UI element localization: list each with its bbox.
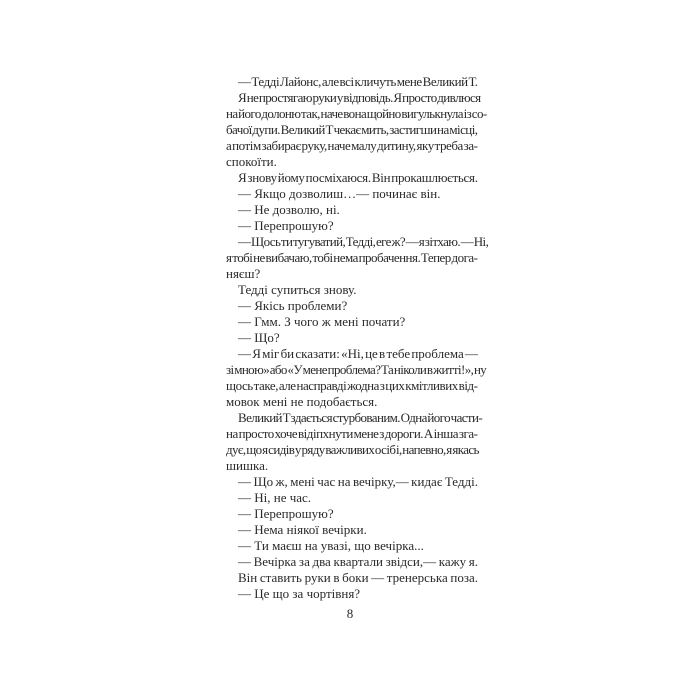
text-line: няєш? bbox=[226, 266, 261, 281]
text-line: — Якісь проблеми? bbox=[238, 298, 348, 313]
text-line: — Я міг би сказати: «Ні, це в тебе проблема — bbox=[238, 346, 478, 361]
text-line: а потім забирає руку, наче малу дитину, яку треба за- bbox=[226, 138, 478, 153]
text-line: Я знову йому посміхаюся. Він прокашлюється. bbox=[238, 170, 478, 185]
text-line: бачої дупи. Великий Т чекає мить, застигши на місці, bbox=[226, 122, 478, 137]
text-line: мовок мені не подобається. bbox=[226, 394, 378, 409]
text-line: спокоїти. bbox=[226, 154, 277, 169]
text-line: на його долоню так, наче вона щойно вигулькнула із со- bbox=[226, 106, 487, 121]
text-line: — Це що за чортівня? bbox=[238, 586, 361, 601]
text-line: — Не дозволю, ні. bbox=[238, 202, 340, 217]
text-line: — Гмм. З чого ж мені почати? bbox=[238, 314, 406, 329]
text-line: я тобі не вибачаю, тобі нема пробачення. Тепер дога- bbox=[226, 250, 478, 265]
page-number: 8 bbox=[346, 606, 354, 621]
text-line: Великий Т здається стурбованим. Одна його части- bbox=[238, 410, 483, 425]
text-line: щось таке, але насправді жодна з цих кмітливих від- bbox=[226, 378, 478, 393]
text-line: шишка. bbox=[226, 458, 269, 473]
text-line: — Тедді Лайонс, але всі кличуть мене Великий Т. bbox=[238, 74, 478, 89]
text-line: — Щось ти тугуватий, Тедді, еге ж? — я зітхаю. — Ні, bbox=[238, 234, 489, 249]
page-body bbox=[226, 74, 489, 602]
text-line: Він ставить руки в боки — тренерська поза. bbox=[238, 570, 478, 585]
text-line: — Нема ніякої вечірки. bbox=[238, 522, 367, 537]
text-line: — Перепрошую? bbox=[238, 506, 334, 521]
text-line: — Вечірка за два квартали звідси,— кажу я. bbox=[238, 554, 478, 569]
text-line: — Ти маєш на увазі, що вечірка... bbox=[238, 538, 424, 553]
text-line: зі мною» або «У мене проблема? Та ніколи в житті!», ну bbox=[226, 362, 487, 377]
text-line: — Що ж, мені час на вечірку,— кидає Тедді. bbox=[238, 474, 478, 489]
text-line: — Перепрошую? bbox=[238, 218, 334, 233]
text-line: на просто хоче відіпхнути мене з дороги. А інша зга- bbox=[226, 426, 478, 441]
text-line: — Що? bbox=[238, 330, 280, 345]
text-line: Тедді супиться знову. bbox=[238, 282, 357, 297]
text-line: — Ні, не час. bbox=[238, 490, 312, 505]
text-line: дує, що я сидів у ряду важливих осіб і, напевно, я якась bbox=[226, 442, 479, 457]
text-line: — Якщо дозволиш…— починає він. bbox=[238, 186, 441, 201]
text-line: Я не простягаю руки у відповідь. Я просто дивлюся bbox=[238, 90, 481, 105]
